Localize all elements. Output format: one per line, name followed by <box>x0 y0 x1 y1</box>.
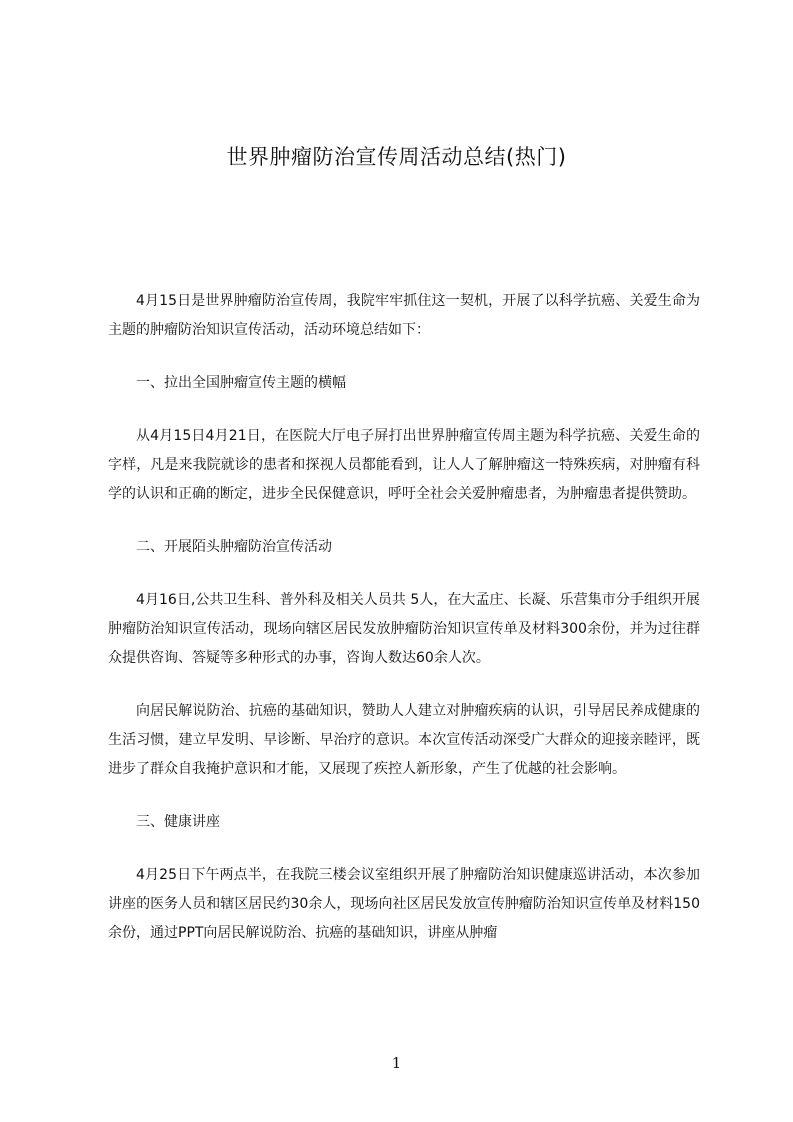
paragraph-banner: 从4月15日4月21日，在医院大厅电子屏打出世界肿瘤宣传周主题为科学抗癌、关爱生命的字样，凡是来我院就诊的患者和探视人员都能看到，让人人了解肿瘤这一特殊疾病，对肿瘤有科学的认识和正确的断定，进步全民保健意识，呼吁全社会关爱肿瘤患者，为肿瘤患者提供赞助。 <box>108 428 700 502</box>
paragraph-street-activity: 4月16日,公共卫生科、普外科及相关人员共 5人，在大孟庄、长凝、乐营集市分手组织开展肿瘤防治知识宣传活动，现场向辖区居民发放肿瘤防治知识宣传单及材料300余份，并为过往群众提供咨询、答疑等多种形式的办事，咨询人数达60余人次。 <box>108 592 700 666</box>
document-body <box>108 287 700 948</box>
paragraph-lecture: 4月25日下午两点半，在我院三楼会议室组织开展了肿瘤防治知识健康巡讲活动，本次参加讲座的医务人员和辖区居民约30余人，现场向社区居民发放宣传肿瘤防治知识宣传单及材料150余份，通过PPT向居民解说防治、抗癌的基础知识，讲座从肿瘤 <box>108 867 700 941</box>
paragraph-intro: 4月15日是世界肿瘤防治宣传周，我院牢牢抓住这一契机，开展了以科学抗癌、关爱生命为主题的肿瘤防治知识宣传活动，活动环境总结如下： <box>108 293 700 338</box>
section-heading-2: 二、开展陌头肿瘤防治宣传活动 <box>136 539 332 555</box>
section-heading-1: 一、拉出全国肿瘤宣传主题的横幅 <box>136 375 346 391</box>
document-title: 世界肿瘤防治宣传周活动总结(热门) <box>226 145 567 169</box>
page-number: 1 <box>391 1054 402 1072</box>
paragraph-explanation: 向居民解说防治、抗癌的基础知识，赞助人人建立对肿瘤疾病的认识，引导居民养成健康的生活习惯，建立早发明、早诊断、早治疗的意识。本次宣传活动深受广大群众的迎接亲睦评，既进步了群众自我掩护意识和才能，又展现了疾控人新形象，产生了优越的社会影响。 <box>108 703 700 777</box>
section-heading-3: 三、健康讲座 <box>136 814 220 830</box>
